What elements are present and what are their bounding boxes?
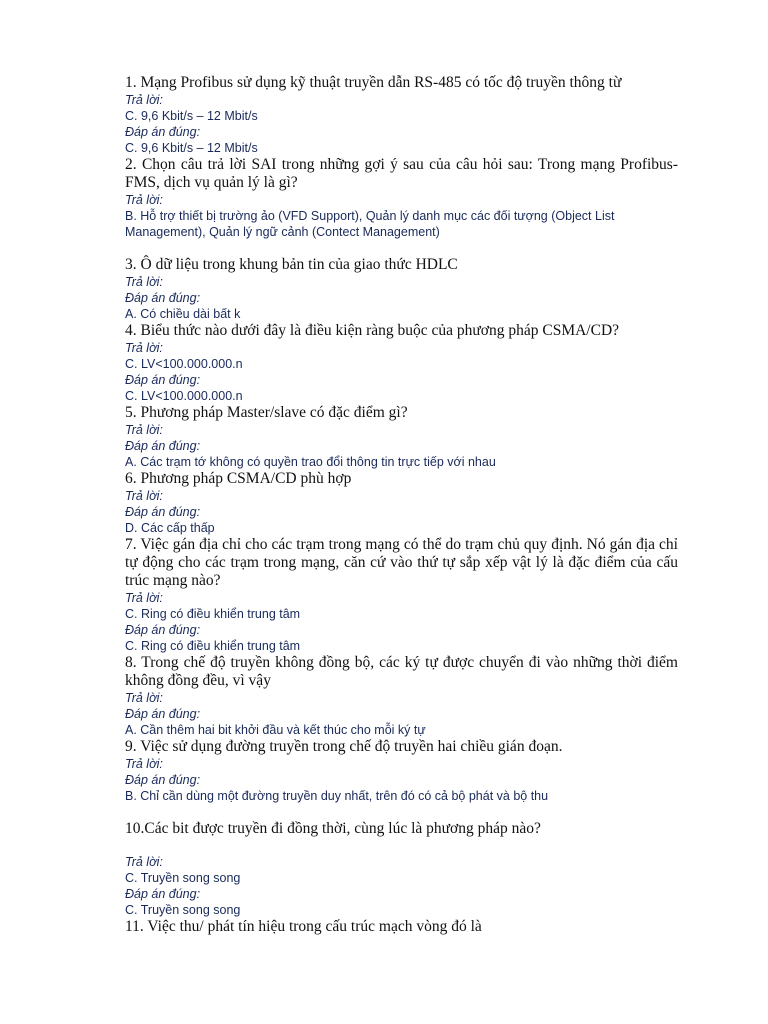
- spacer: [125, 838, 678, 854]
- correct-label: Đáp án đúng:: [125, 887, 201, 901]
- question-10: 10.Các bit được truyền đi đồng thời, cùng lúc là phương pháp nào?: [125, 820, 541, 837]
- question-4: 4. Biểu thức nào dưới đây là điều kiện ràng buộc của phương pháp CSMA/CD?: [125, 322, 620, 339]
- question-7: 7. Việc gán địa chỉ cho các trạm trong mạng có thể do trạm chủ quy định. Nó gán địa chỉ tự động cho các trạm trong mạng, căn cứ vào thứ tự sắp xếp vật lý là đặc điểm của cấu trúc mạng nào?: [125, 536, 678, 589]
- spacer: [125, 240, 678, 256]
- answer-label: Trả lời:: [125, 423, 163, 437]
- answer-label: Trả lời:: [125, 341, 163, 355]
- correct-7: C. Ring có điều khiển trung tâm: [125, 639, 301, 653]
- question-6: 6. Phương pháp CSMA/CD phù hợp: [125, 470, 352, 487]
- correct-label: Đáp án đúng:: [125, 707, 201, 721]
- answer-label: Trả lời:: [125, 757, 163, 771]
- question-3: 3. Ô dữ liệu trong khung bản tin của giao thức HDLC: [125, 256, 458, 273]
- correct-1: C. 9,6 Kbit/s – 12 Mbit/s: [125, 141, 258, 155]
- correct-label: Đáp án đúng:: [125, 505, 201, 519]
- answer-7: C. Ring có điều khiển trung tâm: [125, 607, 301, 621]
- answer-label: Trả lời:: [125, 193, 163, 207]
- answer-label: Trả lời:: [125, 691, 163, 705]
- correct-8: A. Cần thêm hai bit khởi đầu và kết thúc cho mỗi ký tự: [125, 723, 426, 737]
- correct-5: A. Các trạm tớ không có quyền trao đổi thông tin trực tiếp với nhau: [125, 455, 496, 469]
- answer-label: Trả lời:: [125, 591, 163, 605]
- correct-10: C. Truyền song song: [125, 903, 241, 917]
- question-9: 9. Việc sử dụng đường truyền trong chế độ truyền hai chiều gián đoạn.: [125, 738, 563, 755]
- question-5: 5. Phương pháp Master/slave có đặc điểm gì?: [125, 404, 408, 421]
- question-11: 11. Việc thu/ phát tín hiệu trong cấu trúc mạch vòng đó là: [125, 918, 482, 935]
- answer-4: C. LV<100.000.000.n: [125, 357, 243, 371]
- correct-6: D. Các cấp thấp: [125, 521, 215, 535]
- correct-label: Đáp án đúng:: [125, 773, 201, 787]
- quiz-page: [125, 74, 678, 936]
- correct-label: Đáp án đúng:: [125, 125, 201, 139]
- correct-3: A. Có chiều dài bất k: [125, 307, 241, 321]
- correct-label: Đáp án đúng:: [125, 291, 201, 305]
- question-1: 1. Mạng Profibus sử dụng kỹ thuật truyền dẫn RS-485 có tốc độ truyền thông từ: [125, 74, 622, 91]
- correct-label: Đáp án đúng:: [125, 623, 201, 637]
- correct-9: B. Chỉ cần dùng một đường truyền duy nhất, trên đó có cả bộ phát và bộ thu: [125, 789, 549, 803]
- correct-label: Đáp án đúng:: [125, 373, 201, 387]
- answer-10: C. Truyền song song: [125, 871, 241, 885]
- answer-label: Trả lời:: [125, 489, 163, 503]
- answer-2: B. Hỗ trợ thiết bị trường ảo (VFD Support), Quản lý danh mục các đối tượng (Object List Management), Quản lý ngữ cảnh (Contect Management): [125, 209, 615, 239]
- answer-label: Trả lời:: [125, 855, 163, 869]
- correct-4: C. LV<100.000.000.n: [125, 389, 243, 403]
- answer-label: Trả lời:: [125, 275, 163, 289]
- question-8: 8. Trong chế độ truyền không đồng bộ, các ký tự được chuyển đi vào những thời điểm không đồng đều, vì vậy: [125, 654, 678, 689]
- correct-label: Đáp án đúng:: [125, 439, 201, 453]
- answer-label: Trả lời:: [125, 93, 163, 107]
- question-2: 2. Chọn câu trả lời SAI trong những gợi ý sau của câu hỏi sau: Trong mạng Profibus-FMS, dịch vụ quản lý là gì?: [125, 156, 678, 191]
- answer-1: C. 9,6 Kbit/s – 12 Mbit/s: [125, 109, 258, 123]
- spacer: [125, 804, 678, 820]
